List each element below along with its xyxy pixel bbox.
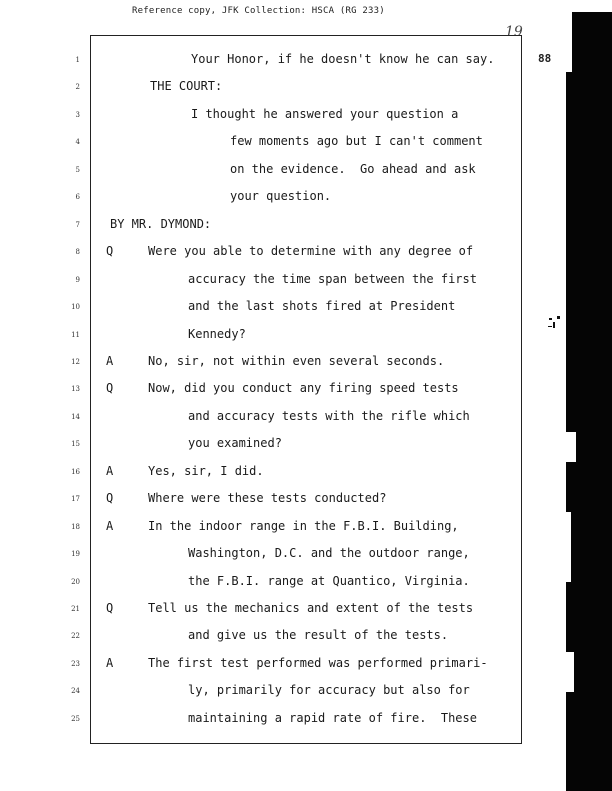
transcript-line-text: Yes, sir, I did.	[148, 463, 264, 478]
transcript-line-text: and the last shots fired at President	[188, 299, 456, 314]
scan-edge-shadow	[566, 12, 612, 791]
transcript-line-text: In the indoor range in the F.B.I. Building,	[148, 518, 459, 533]
speaker-label: Q	[106, 244, 114, 259]
line-number: 10	[71, 303, 80, 312]
line-number: 19	[71, 550, 80, 559]
line-number: 20	[71, 577, 80, 586]
transcript-line-text: your question.	[230, 189, 332, 204]
line-number: 16	[71, 467, 80, 476]
line-number: 3	[75, 110, 80, 119]
line-number: 22	[71, 632, 80, 641]
line-number: 24	[71, 687, 80, 696]
speaker-label: A	[106, 518, 114, 533]
line-number: 4	[75, 138, 80, 147]
transcript-line-text: Kennedy?	[188, 326, 246, 341]
line-number: 25	[71, 714, 80, 723]
speaker-label: Q	[106, 491, 114, 506]
line-number: 23	[71, 659, 80, 668]
page-number: 88	[538, 52, 552, 65]
transcript-line-text: No, sir, not within even several seconds.	[148, 353, 445, 368]
line-number: 7	[75, 220, 80, 229]
line-number: 2	[75, 83, 80, 92]
transcript-line-text: I thought he answered your question a	[191, 106, 459, 121]
transcript-line-text: accuracy the time span between the first	[188, 271, 477, 286]
scan-speck	[548, 326, 552, 327]
transcript-line-text: Tell us the mechanics and extent of the tests	[148, 601, 474, 615]
line-number: 11	[71, 330, 80, 339]
speaker-label: A	[106, 463, 114, 478]
line-number: 12	[71, 357, 80, 366]
transcript-line-text: and give us the result of the tests.	[188, 628, 449, 643]
line-number: 13	[71, 385, 80, 394]
speaker-label: Q	[106, 381, 114, 396]
line-number: 1	[75, 56, 80, 64]
handwritten-page-mark: 19	[505, 24, 523, 40]
transcript-line-text: on the evidence. Go ahead and ask	[230, 161, 476, 176]
document-header: Reference copy, JFK Collection: HSCA (RG 233)	[132, 6, 385, 16]
transcript-line-text: The first test performed was performed primari-	[148, 655, 488, 670]
transcript-line-text: THE COURT:	[150, 79, 223, 94]
transcript-line-text: Your Honor, if he doesn't know he can say.	[191, 52, 495, 66]
scan-speck	[553, 322, 555, 328]
transcript-line-text: ly, primarily for accuracy but also for	[188, 683, 470, 698]
transcript-line-text: the F.B.I. range at Quantico, Virginia.	[188, 573, 470, 588]
line-number: 5	[75, 165, 80, 174]
transcript-line-text: Washington, D.C. and the outdoor range,	[188, 546, 470, 561]
transcript-line-text: maintaining a rapid rate of fire. These	[188, 710, 477, 725]
transcript-line-text: Now, did you conduct any firing speed tests	[148, 381, 459, 396]
transcript-line-text: BY MR. DYMOND:	[110, 216, 212, 231]
line-number: 8	[75, 248, 80, 257]
transcript-line-text: and accuracy tests with the rifle which	[188, 408, 470, 423]
transcript-line-text: you examined?	[188, 436, 282, 451]
line-number: 15	[71, 440, 80, 449]
line-number: 17	[71, 495, 80, 504]
line-number: 18	[71, 522, 80, 531]
transcript-line-text: Where were these tests conducted?	[148, 491, 387, 506]
speaker-label: A	[106, 353, 114, 368]
line-number: 9	[75, 275, 80, 284]
line-number: 6	[75, 193, 80, 202]
scan-speck	[549, 318, 552, 320]
speaker-label: Q	[106, 601, 114, 615]
transcript-line-text: few moments ago but I can't comment	[230, 134, 483, 149]
speaker-label: A	[106, 655, 114, 670]
line-number: 14	[71, 412, 80, 421]
scan-speck	[557, 316, 560, 319]
transcript-line-text: Were you able to determine with any degree of	[148, 244, 474, 259]
line-number: 21	[71, 605, 80, 613]
